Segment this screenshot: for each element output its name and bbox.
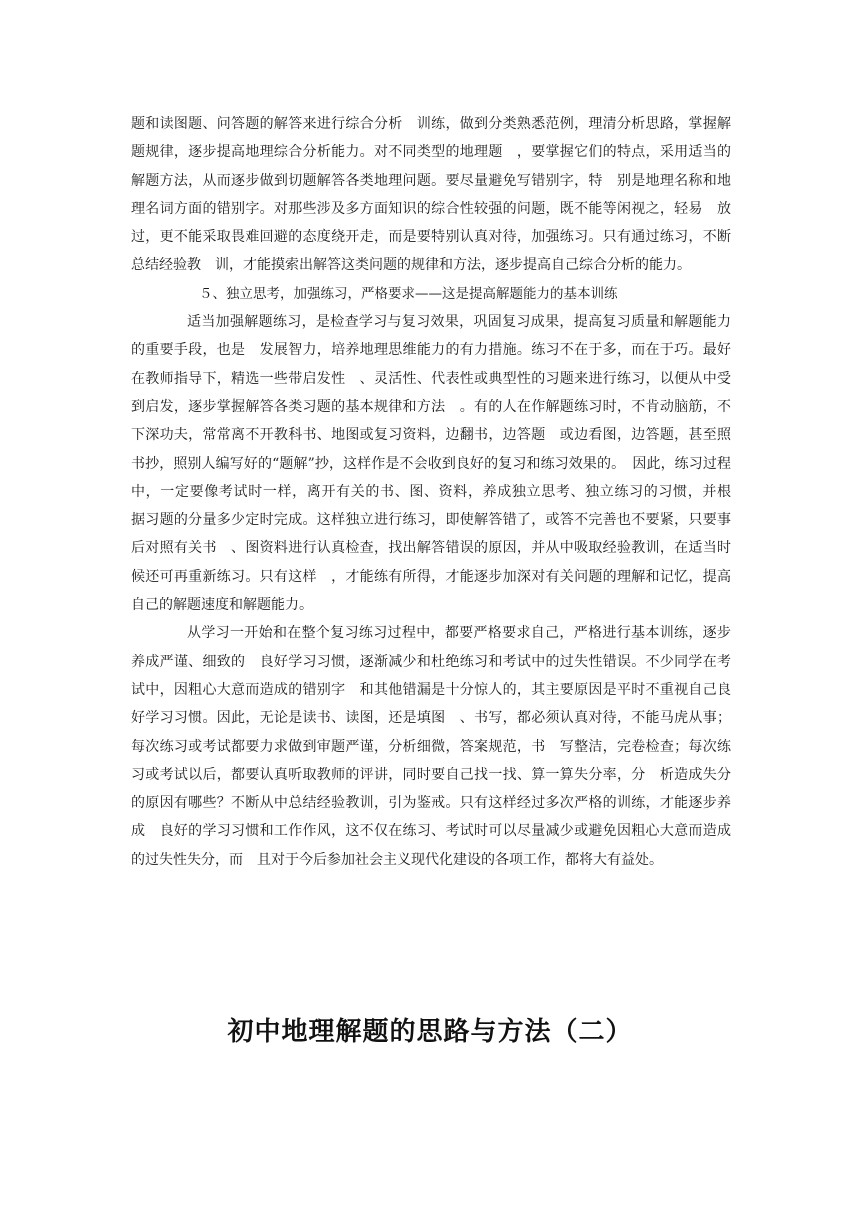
paragraph-practice: 适当加强解题练习，是检查学习与复习效果，巩固复习成果，提高复习质量和解题能力的重要手段，也是 发展智力，培养地理思维能力的有力措施。练习不在于多，而在于巧。最好在教师指导下，精选一些带启发性 、灵活性、代表性或典型性的习题来进行练习，以便从中受到启发，逐步掌握解答各类习题的基本规律和方法 。有的人在作解题练习时，不肯动脑筋，不下深功夫，常常离不开教科书、地图或复习资料，边翻书，边答题 或边看图，边答题，甚至照书抄，照别人编写好的“题解”抄，这样作是不会收到良好的复习和练习效果的。 因此，练习过程中，一定要像考试时一样，离开有关的书、图、资料，养成独立思考、独立练习的习惯，并根 据习题的分量多少定时完成。这样独立进行练习，即使解答错了，或答不完善也不要紧，只要事后对照有关书 、图资料进行认真检查，找出解答错误的原因，并从中吸取经验教训，在适当时候还可再重新练习。只有这样 ，才能练有所得，才能逐步加深对有关问题的理解和记忆，提高自己的解题速度和解题能力。 [131, 314, 745, 614]
document-body [131, 110, 745, 874]
paragraph-strict-requirements: 从学习一开始和在整个复习练习过程中，都要严格要求自己，严格进行基本训练，逐步养成严谨、细致的 良好学习习惯，逐渐减少和杜绝练习和考试中的过失性错误。不少同学在考试中，因粗心大意而造成的错别字 和其他错漏是十分惊人的，其主要原因是平时不重视自己良好学习习惯。因此，无论是读书、读图，还是填图 、书写，都必须认真对待，不能马虎从事；每次练习或考试都要力求做到审题严谨，分析细微，答案规范，书 写整洁，完卷检查；每次练习或考试以后，都要认真听取教师的评讲，同时要自己找一找、算一算失分率，分 析造成失分的原因有哪些？不断从中总结经验教训，引为鉴戒。只有这样经过多次严格的训练，才能逐步养成 良好的学习习惯和工作作风，这不仅在练习、考试时可以尽量减少或避免因粗心大意而造成的过失性失分，而 且对于今后参加社会主义现代化建设的各项工作，都将大有益处。 [131, 625, 731, 868]
document-title: 初中地理解题的思路与方法（二） [227, 1017, 633, 1047]
paragraph-continuation: 题和读图题、问答题的解答来进行综合分析 训练，做到分类熟悉范例，理清分析思路，掌握解题规律，逐步提高地理综合分析能力。对不同类型的地理题 ，要掌握它们的特点，采用适当的解题方法，从而逐步做到切题解答各类地理问题。要尽量避免写错别字，特 别是地理名称和地理名词方面的错别字。对那些涉及多方面知识的综合性较强的问题，既不能等闲视之，轻易 放过，更不能采取畏难回避的态度绕开走，而是要特别认真对待，加强练习。只有通过练习，不断总结经验教 训，才能摸索出解答这类问题的规律和方法，逐步提高自己综合分析的能力。 [131, 116, 731, 274]
section-heading-5: ５、独立思考，加强练习，严格要求——这是提高解题能力的基本训练 [199, 285, 618, 302]
